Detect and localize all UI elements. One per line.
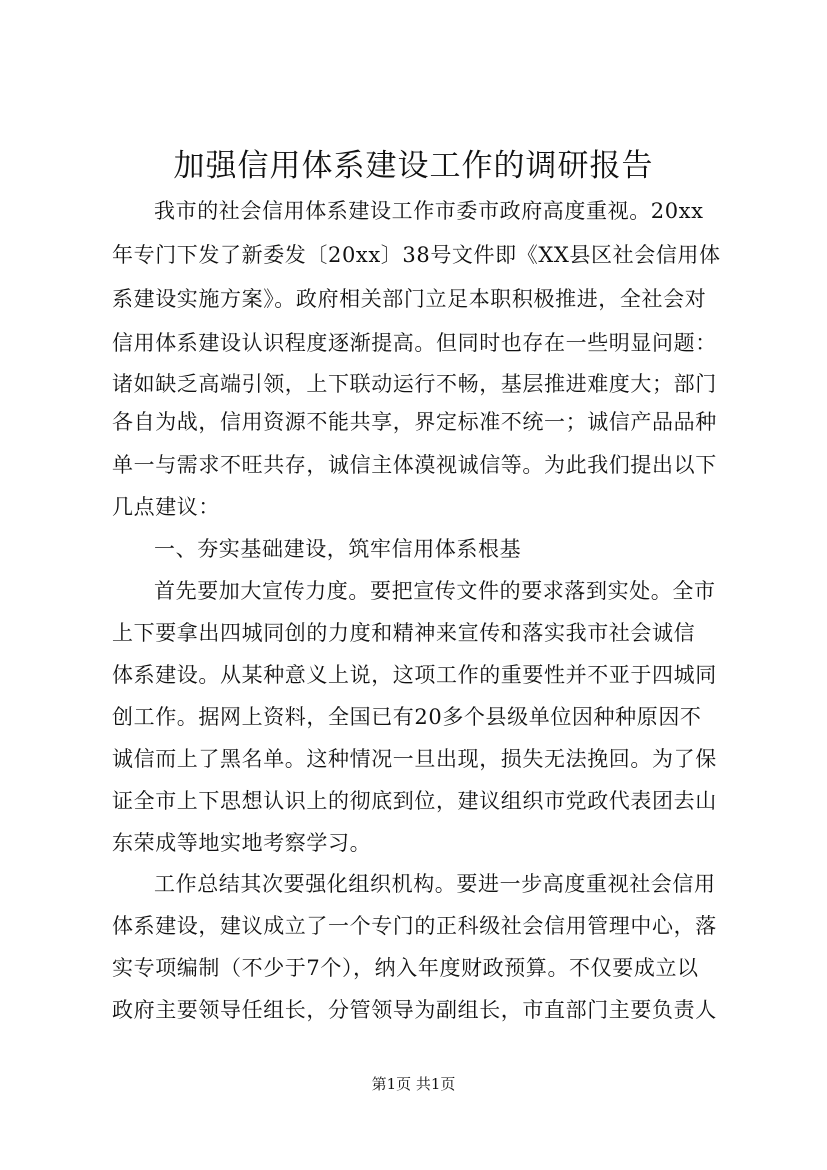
document-title: 加强信用体系建设工作的调研报告 — [173, 148, 654, 184]
paragraph-line: 东荣成等地实地考察学习。 — [112, 831, 372, 855]
paragraph-line: 体系建设，建议成立了一个专门的正科级社会信用管理中心，落 — [112, 914, 717, 938]
paragraph-line: 单一与需求不旺共存，诚信主体漠视诚信等。为此我们提出以下 — [112, 453, 717, 477]
section-heading: 一、夯实基础建设，筑牢信用体系根基 — [154, 537, 522, 561]
paragraph-line: 系建设实施方案》。政府相关部门立足本职积极推进，全社会对 — [112, 287, 707, 311]
paragraph-line: 政府主要领导任组长，分管领导为副组长，市直部门主要负责人 — [112, 998, 717, 1022]
paragraph-line: 我市的社会信用体系建设工作市委市政府高度重视。20xx — [154, 199, 704, 223]
paragraph-line: 工作总结其次要强化组织机构。要进一步高度重视社会信用 — [154, 872, 716, 896]
paragraph-line: 各自为战，信用资源不能共享，界定标准不统一；诚信产品品种 — [112, 410, 717, 434]
paragraph-line: 诚信而上了黑名单。这种情况一旦出现，损失无法挽回。为了保 — [112, 747, 717, 771]
paragraph-line: 诸如缺乏高端引领，上下联动运行不畅，基层推进难度大；部门 — [112, 372, 717, 396]
paragraph-line: 年专门下发了新委发〔20xx〕38号文件即《XX县区社会信用体 — [112, 243, 721, 267]
paragraph-line: 信用体系建设认识程度逐渐提高。但同时也存在一些明显问题： — [112, 331, 717, 355]
paragraph-line: 几点建议： — [112, 495, 220, 519]
paragraph-line: 创工作。据网上资料，全国已有20多个县级单位因种种原因不 — [112, 705, 702, 729]
paragraph-line: 证全市上下思想认识上的彻底到位，建议组织市党政代表团去山 — [112, 789, 717, 813]
paragraph-line: 首先要加大宣传力度。要把宣传文件的要求落到实处。全市 — [154, 579, 716, 603]
page-number-footer: 第1页 共1页 — [371, 1075, 456, 1093]
paragraph-line: 上下要拿出四城同创的力度和精神来宣传和落实我市社会诚信 — [112, 621, 696, 645]
paragraph-line: 体系建设。从某种意义上说，这项工作的重要性并不亚于四城同 — [112, 663, 717, 687]
paragraph-line: 实专项编制（不少于7个），纳入年度财政预算。不仅要成立以 — [112, 956, 699, 980]
